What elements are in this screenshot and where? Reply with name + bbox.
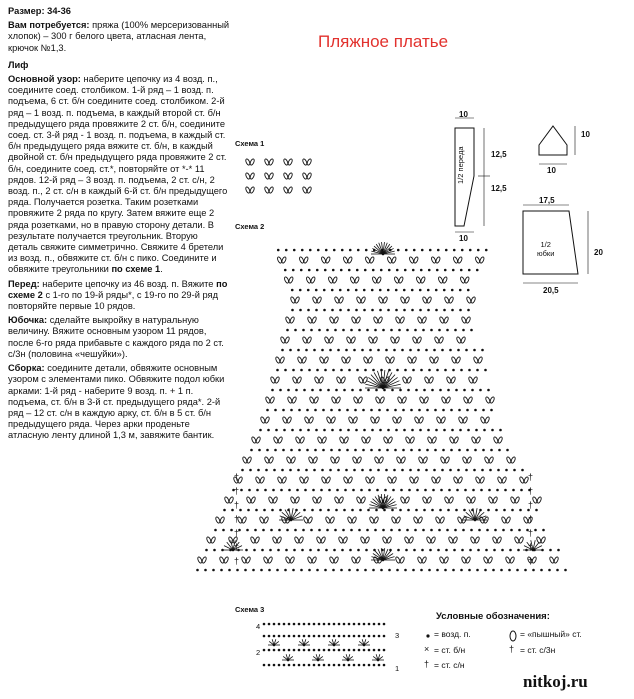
front-paragraph: Перед: наберите цепочку из 46 возд. п. Вяжите по схеме 2 с 1-го по 19-й ряды*, с 19-го по 29-й ряд повторяйте первые 10 рядов. [8, 278, 228, 312]
scheme-2-chart [196, 242, 567, 571]
svg-text:†: † [528, 472, 534, 482]
svg-text:†: † [528, 556, 534, 566]
scheme-3-label: Схема 3 [235, 605, 265, 614]
front-piece-label: 1/2 переда [456, 146, 465, 184]
svg-text:†: † [528, 486, 534, 496]
legend-puff: = «пышный» ст. [520, 629, 582, 639]
svg-text:†: † [234, 528, 240, 538]
size-line: Размер: 34-36 [8, 6, 71, 16]
watermark: nitkoj.ru [523, 672, 588, 691]
legend [420, 611, 630, 670]
scheme-3-row-2: 2 [256, 648, 261, 657]
svg-text:†: † [528, 514, 534, 524]
scheme-1-chart [245, 158, 312, 193]
front-height-1-dim: 12,5 [491, 150, 507, 159]
svg-text:†: † [234, 486, 240, 496]
front-bottom-dim: 10 [459, 234, 468, 243]
skirt-height-dim: 20 [594, 248, 603, 257]
svg-text:†: † [234, 542, 240, 552]
materials-paragraph: Вам потребуется: пряжа (100% мерсеризованный хлопок) – 300 г белого цвета, атласная лента, крючок №1,3. [8, 20, 230, 53]
assembly-paragraph: Сборка: соедините детали, обвяжите основным узором с элементами пико. Обвяжите подол юбки арками: 1-й ряд - наберите 9 возд. п. + 1 п. подъема, ст. б/н в 3-й ст. предыдущего ряда*. 2-й ряд – 12 ст. с/н в каждую арку, ст. б/н в 5 ст. б/н предыдущего ряда. Через арки проденьте атласную ленту длиной 1,3 м, завяжите бантик. [8, 363, 225, 441]
svg-text:×: × [424, 644, 430, 654]
svg-text:†: † [509, 644, 515, 654]
skirt-bottom-dim: 20,5 [543, 286, 559, 295]
page-title: Пляжное платье [318, 32, 449, 51]
triangle-width-dim: 10 [547, 166, 556, 175]
legend-heading: Условные обозначения: [436, 611, 550, 622]
skirt-top-dim: 17,5 [539, 196, 555, 205]
triangle-height-dim: 10 [581, 130, 590, 139]
legend-dc: = ст. с/н [434, 660, 465, 670]
skirt-paragraph: Юбочка: сделайте выкройку в натуральную величину. Вяжите основным узором 11 рядов, после 6-го ряда прибавьте с каждого ряда по 2 ст. с/3н (половина «чешуйки»). [8, 315, 224, 359]
svg-text:†: † [528, 528, 534, 538]
svg-text:†: † [234, 514, 240, 524]
front-height-2-dim: 12,5 [491, 184, 507, 193]
legend-sc: = ст. б/н [434, 645, 466, 655]
legend-tr3: = ст. с/3н [520, 645, 556, 655]
svg-text:†: † [528, 542, 534, 552]
svg-text:†: † [424, 659, 430, 669]
scheme-3-row-4: 4 [256, 622, 261, 631]
scheme-1-label: Схема 1 [235, 139, 265, 148]
svg-text:†: † [234, 472, 240, 482]
skirt-piece-label: 1/2 юбки [537, 240, 555, 258]
scheme-3-row-1: 1 [395, 664, 400, 673]
scheme-3-chart [263, 623, 386, 667]
scheme-2-label: Схема 2 [235, 222, 265, 231]
legend-chain: = возд. п. [434, 629, 471, 639]
skirt-schematic [523, 205, 588, 283]
svg-text:†: † [234, 500, 240, 510]
bodice-triangle [539, 126, 575, 164]
svg-text:†: † [528, 500, 534, 510]
scheme-3-row-3: 3 [395, 631, 400, 640]
front-top-dim: 10 [459, 110, 468, 119]
svg-text:†: † [234, 556, 240, 566]
bodice-heading: Лиф [8, 59, 29, 70]
main-pattern-paragraph: Основной узор: наберите цепочку из 4 возд. п., соедините соед. столбиком. 1-й ряд – 1 возд. п. подъема, 6 ст. б/н соедините соед. столбиком. 2-й ряд – 1 возд. п. подъема, в каждый второй ст. б/н предыдущего ряда провяжите 2 ст. б/н, соедините соед. ст. 3-й ряд - 1 возд. п. подъема, в каждый ст. б/н предыдущего ряда вяжите ст. б/н, в каждый двойной ст. б/н предыдущего ряда провяжите 2 ст. б/н, соедините соед. ст.*, повторяйте от *-* 11 рядов. 12-й ряд – 3 возд. п. подъема, 2 ст. с/н, 2 возд. п., 2 ст. с/н в каждый 6-й ст. б/н предыдущего ряда. Получается розетка. Таким розетками провяжите 2 ряда по кругу. Затем вяжите еще 2 ряда розетками, но в правую сторону детали. В результате получается треугольник. Вторую деталь свяжите симметрично. Свяжите 4 бретели из возд. п., обвяжите ст. б/н с пико. Соедините и обвяжите треугольники по схеме 1. [8, 74, 228, 275]
